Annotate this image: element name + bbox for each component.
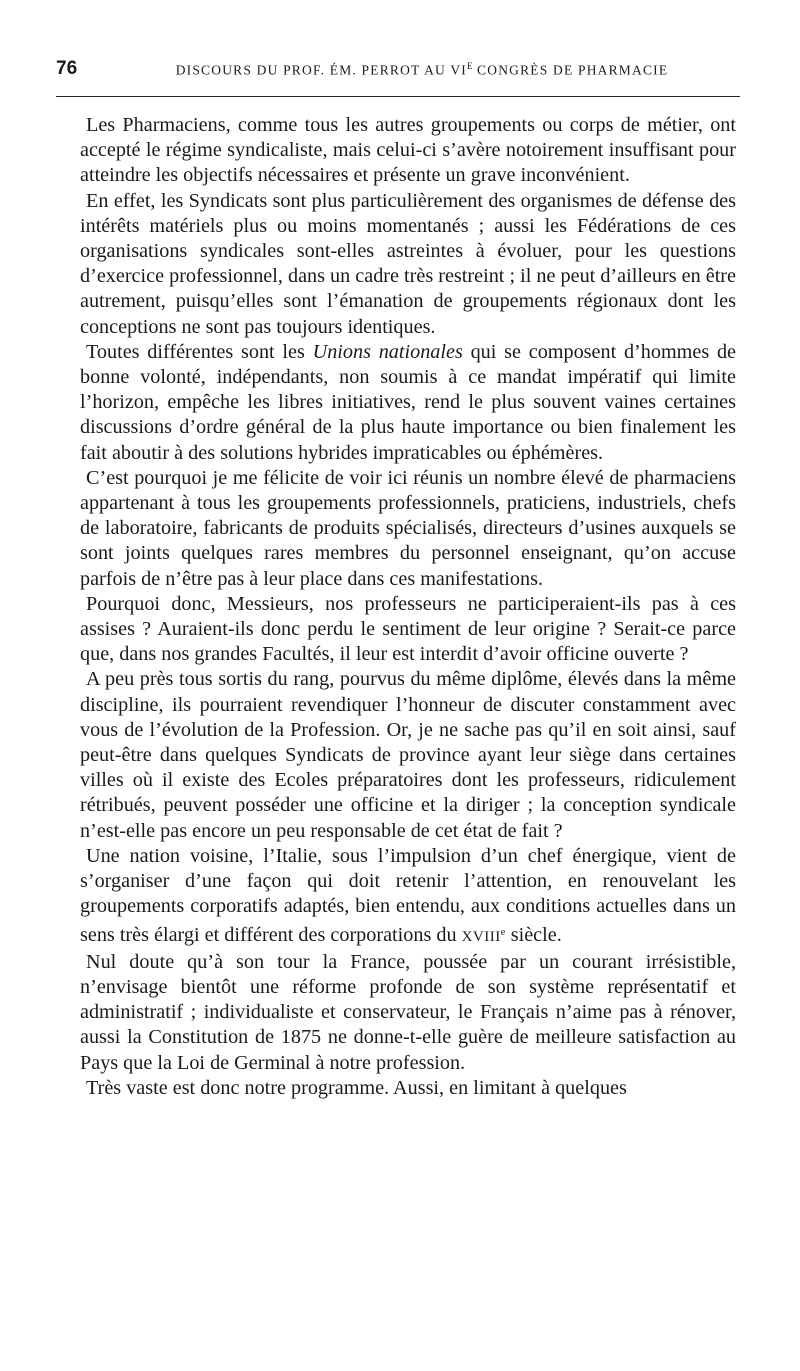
paragraph-6: A peu près tous sortis du rang, pourvus du même diplôme, élevés dans la même discipline, ils pourraient revendiquer l’honneur de discuter constamment avec vous de l’évolution de la Profession. Or, je ne sache pas qu’il en soit ainsi, sauf peut-être dans quelques Syndicats de province ayant leur siège dans certaines villes où il existe des Ecoles préparatoires dont les professeurs, ridiculement rétribués, peuvent posséder une officine et la diriger ; la conception syndicale n’est-elle pas encore un peu responsable de cet état de fait ? <box>80 668 736 842</box>
century-superscript: e <box>500 926 506 938</box>
paragraph-7-text-1: Une nation voisine, l’Italie, sous l’impulsion d’un chef énergique, vient de s’organiser d’une façon qui doit retenir l’attention, en renouvelant les groupements corporatifs adaptés, bien entendu, aux conditions actuelles dans un sens très élargi et différent des corporations du <box>80 844 736 946</box>
paragraph-3-text-2: qui se composent d’hommes de bonne volonté, indépendants, non soumis à ce mandat impératif qui limite l’horizon, empêche les libres initiatives, rend le plus souvent vaines certaines discussions d’ordre général de la plus haute importance ou bien finalement les fait aboutir à des solutions hybrides impraticables ou éphémères. <box>80 340 737 464</box>
paragraph-5: Pourquoi donc, Messieurs, nos professeurs ne participeraient-ils pas à ces assises ? Auraient-ils donc perdu le sentiment de leur origine ? Serait-ce parce que, dans nos grandes Facultés, il leur est interdit d’avoir officine ouverte ? <box>80 592 736 666</box>
paragraph-7 <box>80 844 736 950</box>
book-page <box>56 58 740 1101</box>
paragraph-9: Très vaste est donc notre programme. Aussi, en limitant à quelques <box>86 1076 627 1099</box>
body-text <box>80 113 736 1101</box>
running-title-part-1: DISCOURS DU PROF. ÉM. PERROT AU VI <box>175 62 467 77</box>
running-title <box>112 61 740 79</box>
page-number: 76 <box>56 58 78 79</box>
paragraph-3-emphasis: Unions nationales <box>312 340 463 363</box>
paragraph-8: Nul doute qu’à son tour la France, poussée par un courant irrésistible, n’envisage bientôt une réforme profonde de son système représentatif et administratif ; individualiste et conservateur, le Français n’aime pas à rénover, aussi la Constitution de 1875 ne donne-t-elle guère de meilleure satisfaction au Pays que la Loi de Germinal à notre profession. <box>80 950 736 1074</box>
paragraph-2: En effet, les Syndicats sont plus particulièrement des organismes de défense des intérêts matériels plus ou moins momentanés ; aussi les Fédérations de ces organisations syndicales sont-elles astreintes à évoluer, pour les questions d’exercice professionnel, dans un cadre très restreint ; il ne peut d’ailleurs en être autrement, puisqu’elles sont l’émanation de groupements régionaux dont les conceptions ne sont pas toujours identiques. <box>80 189 736 338</box>
page-header <box>56 58 740 97</box>
running-title-superscript: E <box>466 60 473 71</box>
running-title-part-2: CONGRÈS DE PHARMACIE <box>472 62 669 77</box>
paragraph-3-text-1: Toutes différentes sont les <box>86 340 313 363</box>
century-roman: XVIII <box>461 928 501 945</box>
century-numeral <box>461 926 506 945</box>
paragraph-1: Les Pharmaciens, comme tous les autres groupements ou corps de métier, ont accepté le régime syndicaliste, mais celui-ci s’avère notoirement insuffisant pour atteindre les objectifs nécessaires et présente un grave inconvénient. <box>80 114 736 187</box>
paragraph-4: C’est pourquoi je me félicite de voir ici réunis un nombre élevé de pharmaciens appartenant à tous les groupements professionnels, praticiens, industriels, chefs de laboratoire, fabricants de produits spécialisés, directeurs d’usines auxquels se sont joints quelques rares membres du personnel enseignant, qu’on accuse parfois de n’être pas à leur place dans ces manifestations. <box>80 466 736 590</box>
paragraph-3 <box>80 340 736 466</box>
paragraph-7-text-2: siècle. <box>505 923 562 946</box>
